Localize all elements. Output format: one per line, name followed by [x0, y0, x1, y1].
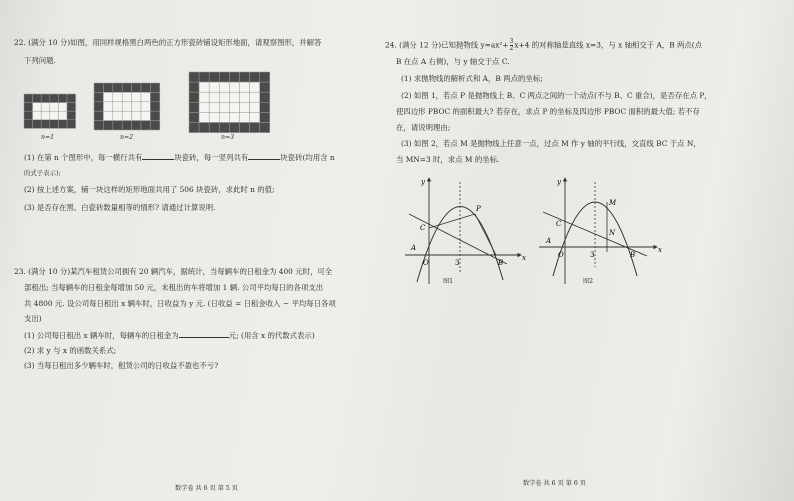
white-tile — [229, 92, 239, 102]
white-tile — [219, 82, 229, 92]
black-tile — [150, 92, 159, 101]
figure-1-caption: 图1 — [443, 278, 454, 285]
white-tile — [209, 102, 219, 112]
black-tile — [24, 103, 33, 112]
answer-blank[interactable] — [248, 152, 280, 160]
right-page — [383, 0, 794, 501]
black-tile — [33, 120, 42, 129]
tile-figure-n3 — [188, 71, 272, 133]
black-tile — [132, 83, 141, 92]
black-tile — [229, 123, 239, 133]
left-footer: 数学卷 共 6 页 第 5 页 — [175, 485, 238, 492]
label-c: C — [556, 220, 562, 228]
black-tile — [250, 123, 260, 133]
q24-line1-text-a: 24. (满分 12 分)已知抛物线 y=ax²+ — [385, 40, 509, 50]
q24-sub2-b: 使四边形 PBOC 的面积最大? 若存在，求点 P 的坐标及四边形 PBOC 面积的最大值; 若不存 — [396, 107, 700, 116]
q23-sub3: (3) 当每日租出多少辆车时，租赁公司的日收益不盈也不亏? — [24, 361, 219, 370]
white-tile — [113, 102, 122, 111]
black-tile — [141, 121, 150, 130]
q24-sub1: (1) 求抛物线的解析式和 A，B 两点的坐标; — [401, 74, 543, 83]
black-tile — [209, 72, 219, 82]
black-tile — [209, 123, 219, 133]
black-tile — [240, 123, 250, 133]
black-tile — [150, 111, 159, 120]
white-tile — [229, 102, 239, 112]
black-tile — [58, 94, 67, 103]
white-tile — [219, 92, 229, 102]
white-tile — [209, 82, 219, 92]
black-tile — [113, 121, 122, 130]
q24-line2: B 在点 A 右侧)，与 y 轴交于点 C. — [396, 57, 510, 66]
q23-line3: 共 4800 元. 设公司每日租出 x 辆车时，日收益为 y 元. (日收益 = 日租金收入 − 平均每日各项 — [24, 299, 336, 308]
fig-label-n1: n=1 — [41, 134, 55, 141]
black-tile — [250, 72, 260, 82]
white-tile — [132, 102, 141, 111]
black-tile — [229, 72, 239, 82]
label-n: N — [609, 229, 616, 237]
fraction-numerator: 3 — [509, 38, 514, 45]
white-tile — [41, 103, 50, 112]
black-tile — [67, 94, 76, 103]
black-tile — [132, 121, 141, 130]
white-tile — [209, 92, 219, 102]
white-tile — [199, 92, 209, 102]
black-tile — [150, 83, 159, 92]
black-tile — [189, 72, 199, 82]
black-tile — [189, 102, 199, 112]
fig-label-n2: n=2 — [120, 134, 134, 141]
white-tile — [50, 103, 59, 112]
right-footer: 数学卷 共 6 页 第 6 页 — [523, 480, 586, 487]
q23-sub1 — [24, 330, 315, 341]
q22-line1: 22. (满分 10 分)如图，用同样规格黑白两色的正方形瓷砖铺设矩形地面，请观察图形，并解答 — [14, 38, 322, 47]
answer-blank[interactable] — [179, 330, 229, 338]
white-tile — [132, 92, 141, 101]
white-tile — [240, 82, 250, 92]
white-tile — [113, 92, 122, 101]
fraction-denominator: 2 — [509, 45, 514, 52]
q24-sub3-b: 当 MN=3 时，求点 M 的坐标. — [396, 155, 500, 164]
black-tile — [113, 83, 122, 92]
white-tile — [240, 92, 250, 102]
black-tile — [122, 121, 131, 130]
q23-sub1-text-a: (1) 公司每日租出 x 辆车时，每辆车的日租金为 — [24, 331, 179, 340]
black-tile — [122, 83, 131, 92]
label-x: x — [522, 254, 526, 262]
label-p: P — [476, 205, 481, 213]
black-tile — [240, 72, 250, 82]
black-tile — [150, 121, 159, 130]
white-tile — [103, 111, 112, 120]
white-tile — [229, 112, 239, 122]
white-tile — [199, 102, 209, 112]
fig-label-n3: n=3 — [221, 134, 235, 141]
white-tile — [33, 103, 42, 112]
black-tile — [189, 123, 199, 133]
black-tile — [260, 72, 270, 82]
white-tile — [250, 82, 260, 92]
white-tile — [240, 112, 250, 122]
q22-line2: 下列问题. — [24, 56, 56, 65]
q22-sub1-text-b: 块瓷砖，每一竖列共有 — [174, 153, 249, 162]
q22-sub1-text-a: (1) 在第 n 个图形中，每一横行共有 — [24, 153, 143, 162]
black-tile — [41, 94, 50, 103]
white-tile — [122, 102, 131, 111]
q23-line2: 部租出; 当每辆车的日租金每增加 50 元，未租出的车将增加 1 辆. 公司平均每日的各项支出 — [24, 283, 324, 292]
black-tile — [150, 102, 159, 111]
white-tile — [58, 111, 67, 120]
black-tile — [67, 111, 76, 120]
label-a: A — [411, 244, 417, 252]
black-tile — [24, 120, 33, 129]
q22-sub2: (2) 按上述方案，铺一块这样的矩形地面共用了 506 块瓷砖，求此时 n 的值; — [24, 185, 275, 194]
q24-sub2-c: 在，请说明理由; — [396, 123, 451, 132]
figure-2-graph — [537, 172, 677, 287]
white-tile — [50, 111, 59, 120]
label-y: y — [421, 178, 425, 186]
white-tile — [141, 111, 150, 120]
label-c: C — [420, 224, 426, 232]
white-tile — [103, 102, 112, 111]
black-tile — [189, 92, 199, 102]
label-o: O — [423, 259, 429, 267]
black-tile — [41, 120, 50, 129]
black-tile — [189, 112, 199, 122]
q23-sub2: (2) 求 y 与 x 的函数关系式; — [24, 346, 117, 355]
black-tile — [24, 94, 33, 103]
line-bc — [409, 214, 507, 264]
white-tile — [219, 112, 229, 122]
white-tile — [113, 111, 122, 120]
black-tile — [260, 92, 270, 102]
q24-sub2-a: (2) 如图 1，若点 P 是抛物线上 B、C 两点之间的一个动点(不与 B、C 重合)，是否存在点 P， — [401, 91, 712, 100]
label-b: B — [498, 259, 504, 267]
white-tile — [250, 92, 260, 102]
q22-sub1-text-c: 块瓷砖(均用含 n — [280, 153, 335, 162]
label-m: M — [609, 199, 617, 207]
white-tile — [240, 102, 250, 112]
fraction-3-2 — [510, 39, 514, 52]
black-tile — [33, 94, 42, 103]
q23-line1: 23. (满分 10 分)某汽车租赁公司拥有 20 辆汽车，据统计，当每辆车的日租金为 400 元时，可全 — [14, 267, 333, 276]
q24-line1 — [385, 39, 702, 52]
black-tile — [219, 123, 229, 133]
tile-figure-n1 — [23, 93, 77, 131]
q23-line4: 支出) — [24, 314, 42, 323]
black-tile — [50, 94, 59, 103]
black-tile — [94, 83, 103, 92]
white-tile — [209, 112, 219, 122]
black-tile — [94, 121, 103, 130]
label-x: x — [658, 246, 662, 254]
white-tile — [58, 103, 67, 112]
q22-sub1-cont: 的式子表示); — [24, 169, 61, 177]
figure-2-caption: 图2 — [583, 278, 594, 285]
white-tile — [141, 102, 150, 111]
q22-sub3: (3) 是否存在黑、白瓷砖数量相等的情形? 请通过计算说明. — [24, 203, 216, 212]
q22-sub1 — [24, 152, 335, 163]
black-tile — [260, 82, 270, 92]
black-tile — [103, 83, 112, 92]
black-tile — [67, 120, 76, 129]
white-tile — [103, 92, 112, 101]
white-tile — [122, 92, 131, 101]
label-three: 3 — [455, 259, 460, 267]
black-tile — [58, 120, 67, 129]
black-tile — [103, 121, 112, 130]
left-page — [0, 0, 383, 501]
white-tile — [141, 92, 150, 101]
segment-cp — [429, 214, 475, 228]
label-a: A — [546, 237, 552, 245]
black-tile — [260, 112, 270, 122]
q24-line1-text-b: x+4 的对称轴是直线 x=3，与 x 轴相交于 A，B 两点(点 — [514, 40, 703, 50]
white-tile — [199, 112, 209, 122]
white-tile — [229, 82, 239, 92]
white-tile — [250, 102, 260, 112]
black-tile — [67, 103, 76, 112]
black-tile — [24, 111, 33, 120]
label-o: O — [558, 251, 564, 259]
black-tile — [189, 82, 199, 92]
tile-figure-n2 — [93, 82, 161, 132]
black-tile — [94, 92, 103, 101]
figure-1-graph — [403, 172, 543, 287]
label-three: 3 — [590, 251, 595, 259]
black-tile — [260, 123, 270, 133]
black-tile — [199, 72, 209, 82]
white-tile — [219, 102, 229, 112]
black-tile — [50, 120, 59, 129]
q23-sub1-text-b: 元; (用含 x 的代数式表示) — [228, 331, 315, 340]
black-tile — [199, 123, 209, 133]
black-tile — [219, 72, 229, 82]
white-tile — [41, 111, 50, 120]
label-y: y — [557, 178, 561, 186]
black-tile — [94, 102, 103, 111]
label-b: B — [630, 251, 636, 259]
white-tile — [122, 111, 131, 120]
white-tile — [33, 111, 42, 120]
black-tile — [260, 102, 270, 112]
white-tile — [250, 112, 260, 122]
answer-blank[interactable] — [142, 152, 174, 160]
q24-sub3-a: (3) 如图 2，若点 M 是抛物线上任意一点，过点 M 作 y 轴的平行线，交直线 BC 于点 N， — [401, 139, 701, 148]
white-tile — [199, 82, 209, 92]
black-tile — [94, 111, 103, 120]
white-tile — [132, 111, 141, 120]
black-tile — [141, 83, 150, 92]
